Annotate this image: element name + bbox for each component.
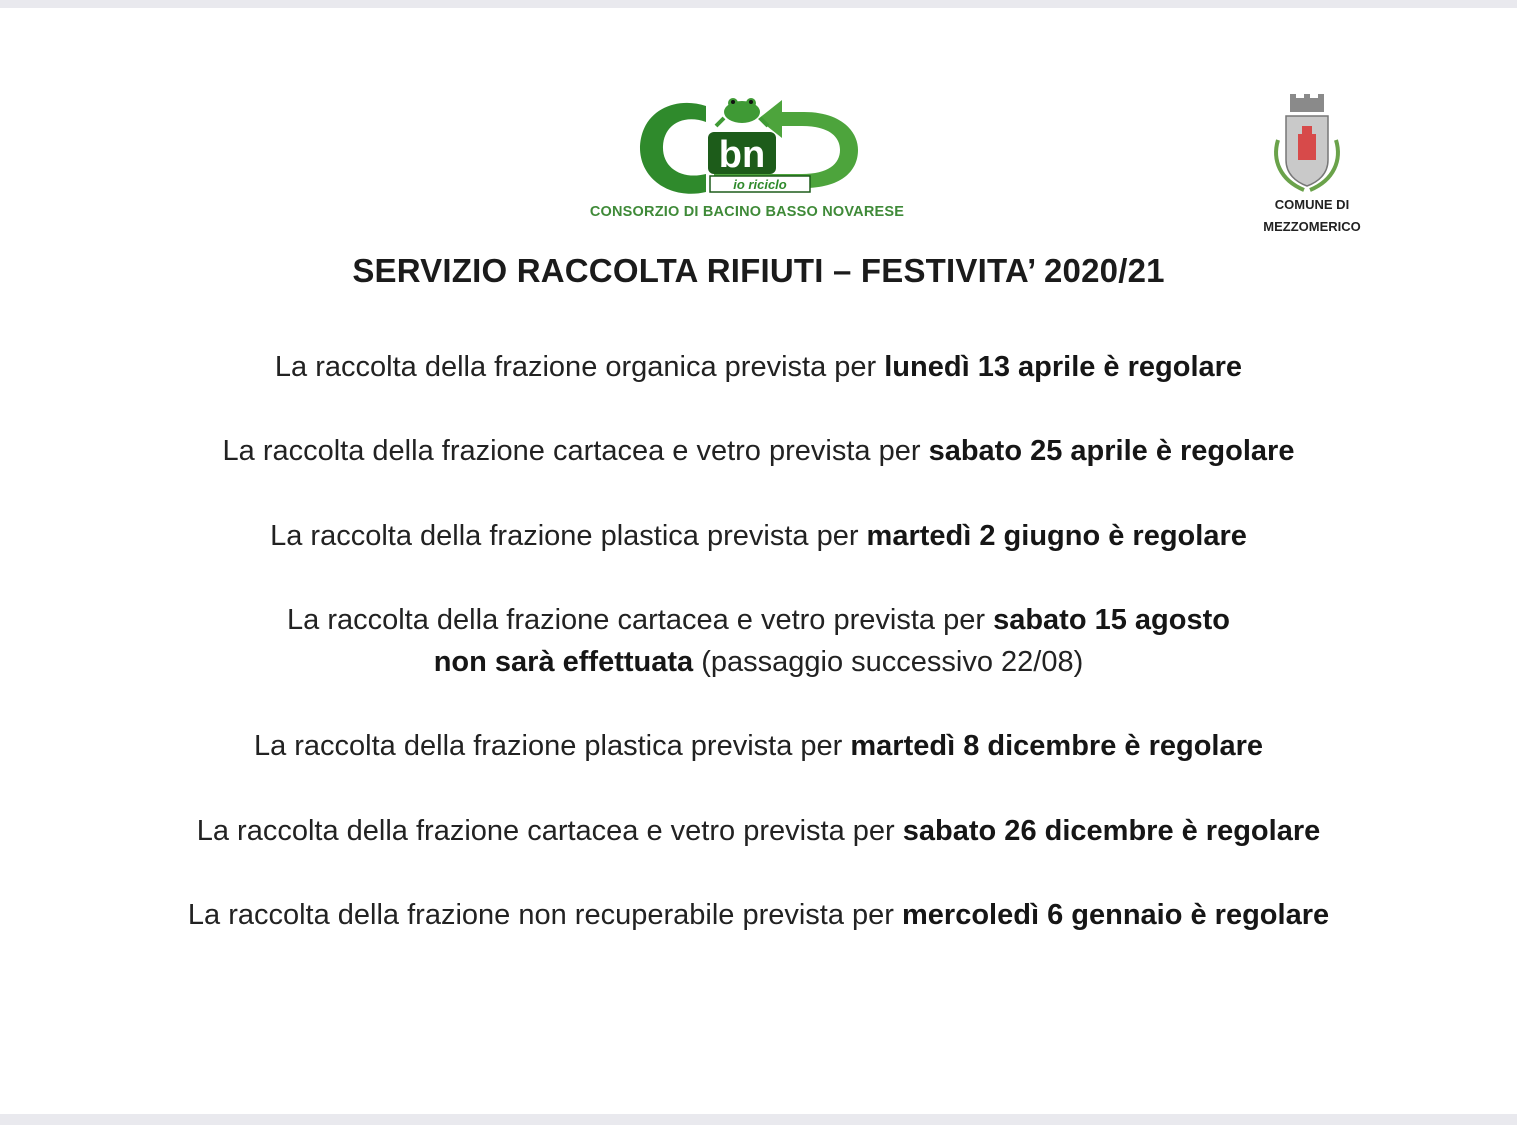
comune-line1: COMUNE DI: [1274, 197, 1350, 212]
notice-highlight: mercoledì 6 gennaio è regolare: [902, 899, 1330, 931]
notice-item: [0, 894, 1517, 936]
notice-highlight: sabato 15 agosto: [993, 604, 1230, 636]
notice-item: [0, 346, 1517, 388]
notice-item: [0, 599, 1517, 683]
notice-highlight: lunedì 13 aprile è regolare: [884, 351, 1243, 383]
notice-text: La raccolta della frazione cartacea e vetro prevista per: [196, 815, 903, 847]
notice-text: La raccolta della frazione organica prevista per: [274, 351, 885, 383]
notice-text: (passaggio successivo 22/08): [693, 646, 1084, 678]
comune-line2: MEZZOMERICO: [1263, 219, 1361, 234]
notice-highlight: sabato 25 aprile è regolare: [928, 435, 1295, 467]
page-title: SERVIZIO RACCOLTA RIFIUTI – FESTIVITA’ 2020/21: [352, 252, 1165, 289]
municipal-crest-icon: [1268, 90, 1346, 198]
notice-text: La raccolta della frazione non recuperabile prevista per: [187, 899, 903, 931]
notice-item: [0, 430, 1517, 472]
notice-text: La raccolta della frazione cartacea e vetro prevista per: [222, 435, 929, 467]
logo-text: bn: [718, 134, 766, 176]
notice-highlight: non sarà effettuata: [433, 646, 694, 678]
notice-item: [0, 810, 1517, 852]
cbn-logo: [636, 88, 866, 206]
comune-label: [1242, 194, 1382, 238]
notice-highlight: martedì 2 giugno è regolare: [866, 520, 1247, 552]
header: [0, 8, 1517, 248]
notice-item: [0, 515, 1517, 557]
consortium-name: CONSORZIO DI BACINO BASSO NOVARESE: [589, 204, 905, 220]
notice-page: [0, 8, 1517, 1114]
notice-text: La raccolta della frazione plastica prevista per: [253, 730, 851, 762]
logo-slogan: io riciclo: [733, 177, 787, 192]
notice-text: La raccolta della frazione cartacea e vetro prevista per: [287, 604, 994, 636]
notice-highlight: martedì 8 dicembre è regolare: [850, 730, 1264, 762]
notice-item: [0, 725, 1517, 767]
notice-highlight: sabato 26 dicembre è regolare: [902, 815, 1321, 847]
notice-text: La raccolta della frazione plastica prevista per: [270, 520, 867, 552]
